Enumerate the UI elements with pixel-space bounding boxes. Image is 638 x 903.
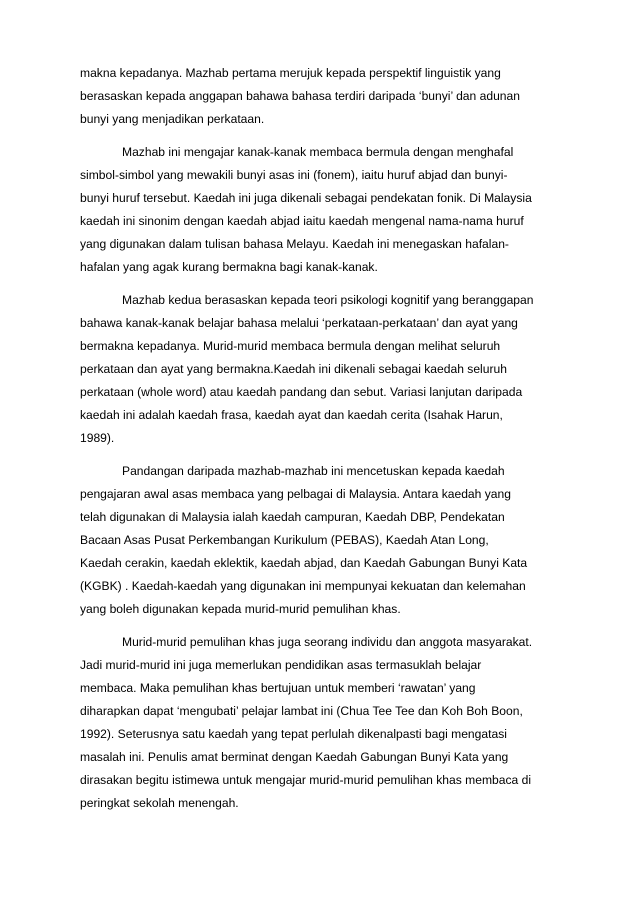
- paragraph-3: [80, 289, 566, 450]
- text-line: telah digunakan di Malaysia ialah kaedah campuran, Kaedah DBP, Pendekatan: [80, 510, 505, 524]
- text-line: masalah ini. Penulis amat berminat dengan Kaedah Gabungan Bunyi Kata yang: [80, 750, 509, 764]
- text-line: bunyi yang menjadikan perkataan.: [80, 112, 265, 126]
- text-line: makna kepadanya. Mazhab pertama merujuk kepada perspektif linguistik yang: [80, 66, 501, 80]
- text-line: Kaedah cerakin, kaedah eklektik, kaedah abjad, dan Kaedah Gabungan Bunyi Kata: [80, 556, 528, 570]
- text-line: Mazhab kedua berasaskan kepada teori psikologi kognitif yang beranggapan: [122, 293, 534, 307]
- text-line: bahawa kanak-kanak belajar bahasa melalui ‘perkataan-perkataan’ dan ayat yang: [80, 316, 518, 330]
- text-line: (KGBK) . Kaedah-kaedah yang digunakan ini mempunyai kekuatan dan kelemahan: [80, 579, 526, 593]
- paragraph-1: [80, 62, 566, 131]
- text-line: pengajaran awal asas membaca yang pelbagai di Malaysia. Antara kaedah yang: [80, 487, 511, 501]
- text-line: simbol-simbol yang mewakili bunyi asas ini (fonem), iaitu huruf abjad dan bunyi-: [80, 168, 508, 182]
- text-line: kaedah ini sinonim dengan kaedah abjad iaitu kaedah mengenal nama-nama huruf: [80, 214, 524, 228]
- paragraph-4: [80, 460, 566, 621]
- text-line: perkataan (whole word) atau kaedah pandang dan sebut. Variasi lanjutan daripada: [80, 385, 523, 399]
- text-line: Murid-murid pemulihan khas juga seorang individu dan anggota masyarakat.: [122, 635, 533, 649]
- text-line: hafalan yang agak kurang bermakna bagi kanak-kanak.: [80, 260, 378, 274]
- paragraph-gap: [80, 131, 566, 141]
- text-line: yang digunakan dalam tulisan bahasa Melayu. Kaedah ini menegaskan hafalan-: [80, 237, 509, 251]
- text-line: perkataan dan ayat yang bermakna.Kaedah ini dikenali sebagai kaedah seluruh: [80, 362, 507, 376]
- text-line: dirasakan begitu istimewa untuk mengajar murid-murid pemulihan khas membaca di: [80, 773, 532, 787]
- paragraph-gap: [80, 279, 566, 289]
- text-line: Mazhab ini mengajar kanak-kanak membaca bermula dengan menghafal: [122, 145, 514, 159]
- text-line: Pandangan daripada mazhab-mazhab ini mencetuskan kepada kaedah: [122, 464, 505, 478]
- text-line: 1992). Seterusnya satu kaedah yang tepat perlulah dikenalpasti bagi mengatasi: [80, 727, 507, 741]
- text-line: peringkat sekolah menengah.: [80, 796, 239, 810]
- text-line: 1989).: [80, 431, 115, 445]
- text-line: membaca. Maka pemulihan khas bertujuan untuk memberi ‘rawatan’ yang: [80, 681, 476, 695]
- text-line: yang boleh digunakan kepada murid-murid pemulihan khas.: [80, 602, 401, 616]
- text-line: berasaskan kepada anggapan bahawa bahasa terdiri daripada ‘bunyi’ dan adunan: [80, 89, 520, 103]
- text-line: bunyi huruf tersebut. Kaedah ini juga dikenali sebagai pendekatan fonik. Di Malaysia: [80, 191, 532, 205]
- text-line: Jadi murid-murid ini juga memerlukan pendidikan asas termasuklah belajar: [80, 658, 482, 672]
- text-line: bermakna kepadanya. Murid-murid membaca bermula dengan melihat seluruh: [80, 339, 501, 353]
- document-page: [80, 62, 566, 815]
- text-line: Bacaan Asas Pusat Perkembangan Kurikulum (PEBAS), Kaedah Atan Long,: [80, 533, 489, 547]
- paragraph-5: [80, 631, 566, 815]
- text-line: kaedah ini adalah kaedah frasa, kaedah ayat dan kaedah cerita (Isahak Harun,: [80, 408, 503, 422]
- paragraph-gap: [80, 450, 566, 460]
- paragraph-2: [80, 141, 566, 279]
- text-line: diharapkan dapat ‘mengubati’ pelajar lambat ini (Chua Tee Tee dan Koh Boh Boon,: [80, 704, 523, 718]
- paragraph-gap: [80, 621, 566, 631]
